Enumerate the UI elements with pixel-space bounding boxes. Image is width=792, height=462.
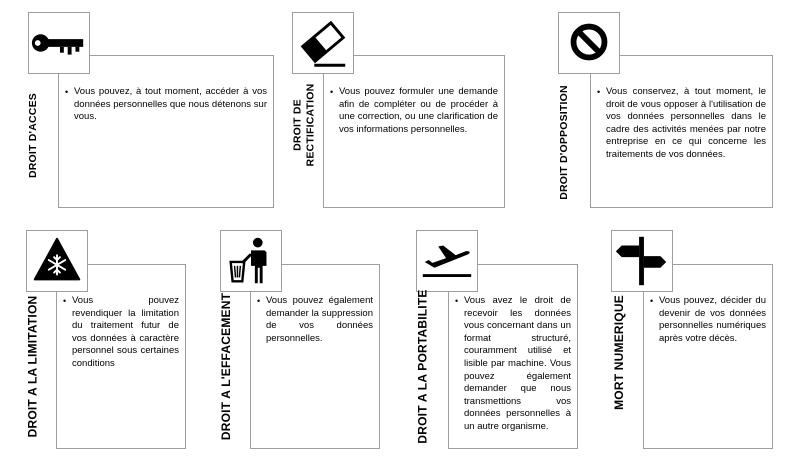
- bullet: •: [650, 296, 654, 306]
- description-text: Vous pouvez également demander la suppression de vos données personnelles.: [266, 295, 373, 344]
- description-text: Vous pouvez revendiquer la limitation du traitement futur de vos données à caractère personnel sous certaines conditions: [72, 295, 179, 369]
- bullet: •: [257, 296, 261, 306]
- card-label: [286, 75, 322, 175]
- label-text: DROIT A LA LIMITATION: [25, 295, 40, 437]
- label-text: [291, 84, 317, 167]
- description-text: Vous conservez, à tout moment, le droit de vous opposer à l'utilisation de vos données personnelles dans le cadre des activités menées par notre entreprise en ce qui concerne les traitements de vos données.: [606, 86, 766, 160]
- freeze-warning-icon: [26, 230, 88, 292]
- bullet: •: [65, 87, 69, 97]
- description-text: Vous pouvez, à tout moment, accéder à vos données personnelles que nous détenons sur vous.: [74, 86, 267, 123]
- description-box: [58, 55, 274, 208]
- label-text: MORT NUMERIQUE: [611, 295, 626, 410]
- signpost-icon: [611, 230, 673, 292]
- label-text: DROIT A L'EFFACEMENT: [219, 292, 234, 440]
- label-text: DROIT D'OPPOSITION: [557, 85, 570, 200]
- bullet: •: [597, 87, 601, 97]
- card-label: [606, 290, 632, 415]
- label-text: DROIT A LA PORTABILITE: [415, 288, 430, 444]
- bullet: •: [455, 296, 459, 306]
- prohibition-icon: [558, 12, 620, 74]
- label-line-1: DROIT DE: [291, 99, 303, 151]
- card-label: [20, 290, 46, 442]
- bullet: •: [330, 87, 334, 97]
- description-text: Vous avez le droit de recevoir les données vous concernant dans un format structuré, couramment utilisé et lisible par machine. Vous pouvez également demander que nous transmettions vos données personnelles à un autre organisme.: [464, 295, 571, 432]
- card-label: [22, 80, 46, 190]
- label-line-2: RECTIFICATION: [304, 83, 316, 167]
- person-trash-icon: [220, 230, 282, 292]
- key-icon: [28, 12, 90, 74]
- card-label: [552, 80, 576, 205]
- eraser-icon: [292, 12, 354, 74]
- card-label: [410, 290, 436, 442]
- card-label: [214, 290, 240, 442]
- label-text: DROIT D'ACCES: [27, 92, 40, 178]
- description-box: [323, 55, 505, 208]
- description-text: Vous pouvez, décider du devenir de vos données personnelles numériques après votre décès.: [659, 295, 766, 344]
- bullet: •: [63, 296, 67, 306]
- description-text: Vous pouvez formuler une demande afin de compléter ou de procéder à une correction, ou une clarification de vos informations personnelles.: [339, 86, 498, 135]
- airplane-departure-icon: [416, 230, 478, 292]
- description-box: [590, 55, 773, 208]
